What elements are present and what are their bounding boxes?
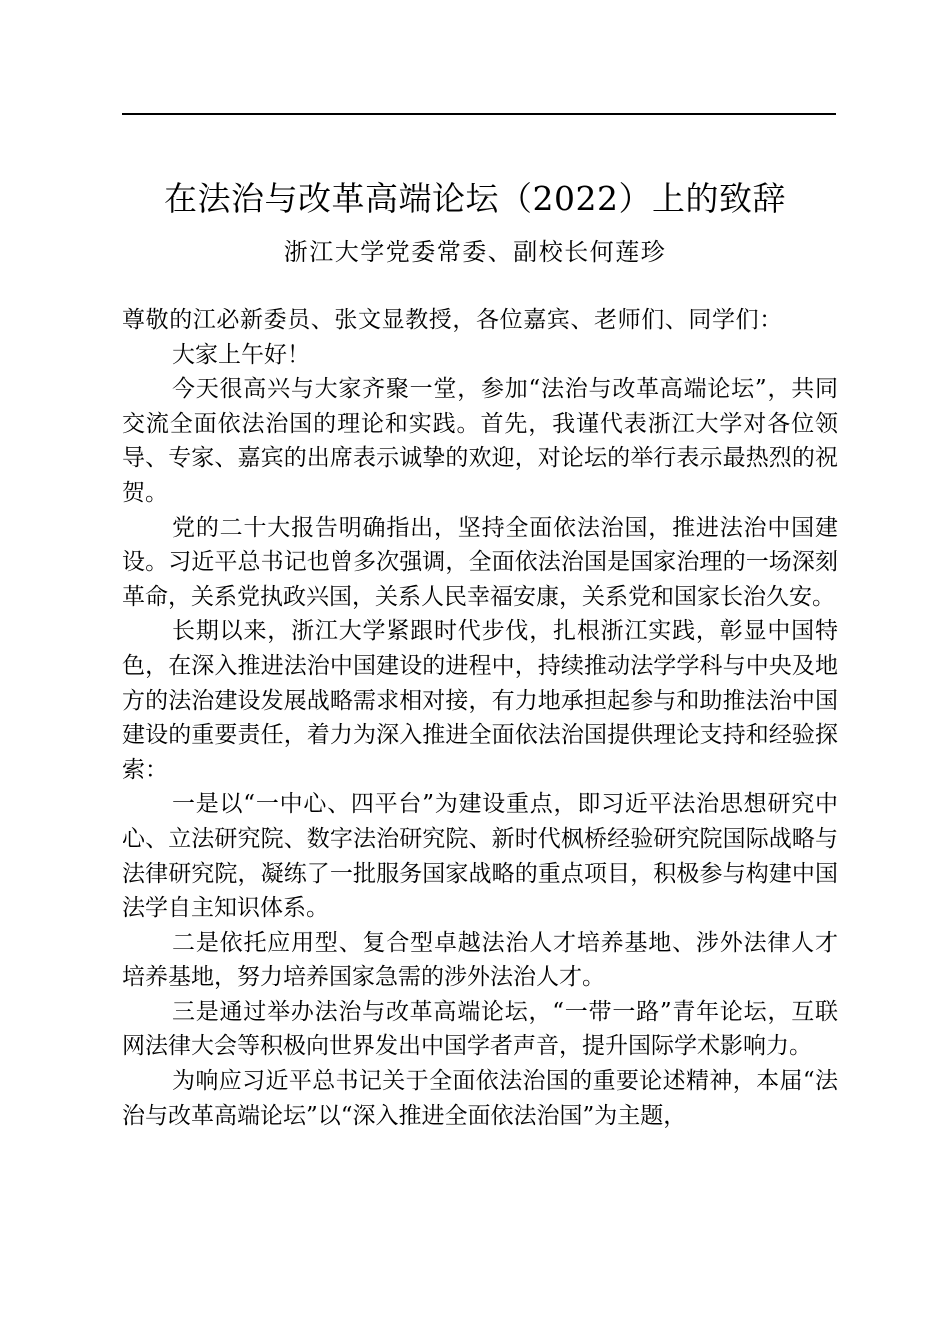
paragraph-zju-history: 长期以来，浙江大学紧跟时代步伐，扎根浙江实践，彰显中国特色，在深入推进法治中国建设的进程中，持续推动法学学科与中央及地方的法治建设发展战略需求相对接，有力地承担起参与和助推法治中国建设的重要责任，着力为深入推进全面依法治国提供理论支持和经验探索： [122, 618, 838, 783]
header-rule [122, 113, 836, 115]
document-body [122, 303, 838, 1133]
paragraph-welcome: 今天很高兴与大家齐聚一堂，参加“法治与改革高端论坛”，共同交流全面依法治国的理论和实践。首先，我谨代表浙江大学对各位领导、专家、嘉宾的出席表示诚挚的欢迎，对论坛的举行表示最热烈的祝贺。 [122, 376, 838, 506]
paragraph-point-one: 一是以“一中心、四平台”为建设重点，即习近平法治思想研究中心、立法研究院、数字法治研究院、新时代枫桥经验研究院国际战略与法律研究院，凝练了一批服务国家战略的重点项目，积极参与构建中国法学自主知识体系。 [122, 791, 838, 922]
paragraph-greeting: 大家上午好！ [172, 341, 310, 368]
document-title: 在法治与改革高端论坛（2022）上的致辞 [164, 179, 786, 218]
paragraph-point-two: 二是依托应用型、复合型卓越法治人才培养基地、涉外法律人才培养基地，努力培养国家急需的涉外法治人才。 [122, 929, 838, 991]
paragraph-forum-theme: 为响应习近平总书记关于全面依法治国的重要论述精神，本届“法治与改革高端论坛”以“深入推进全面依法治国”为主题， [122, 1068, 838, 1129]
paragraph-point-three: 三是通过举办法治与改革高端论坛，“一带一路”青年论坛，互联网法律大会等积极向世界发出中国学者声音，提升国际学术影响力。 [122, 998, 838, 1060]
author-line: 浙江大学党委常委、副校长何莲珍 [283, 238, 667, 266]
paragraph-party-report: 党的二十大报告明确指出，坚持全面依法治国，推进法治中国建设。习近平总书记也曾多次强调，全面依法治国是国家治理的一场深刻革命，关系党执政兴国，关系人民幸福安康，关系党和国家长治久安。 [122, 514, 838, 610]
salutation: 尊敬的江必新委员、张文显教授，各位嘉宾、老师们、同学们： [122, 307, 783, 333]
